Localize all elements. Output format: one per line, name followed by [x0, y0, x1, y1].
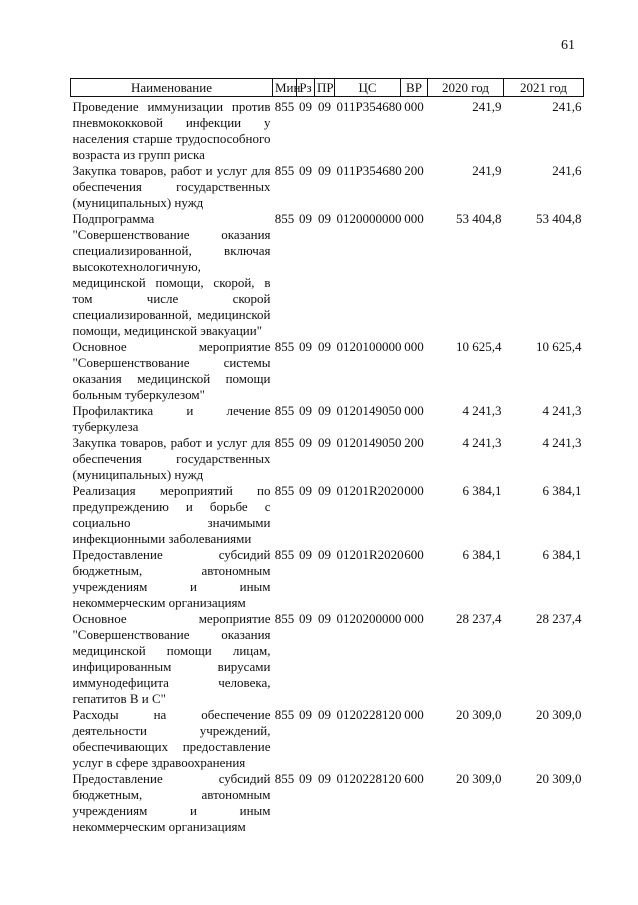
table-row [71, 611, 584, 707]
cell-pr: 09 [318, 435, 331, 450]
table-row [71, 547, 584, 611]
cell-min: 855 [274, 435, 295, 450]
header-vr: ВР [401, 79, 428, 97]
cell-y2021: 20 309,0 [536, 771, 582, 786]
cell-name: Проведение иммунизации против пневмококковой инфекции у населения старше трудоспособного возраста из групп риска [72, 99, 271, 162]
cell-cs: 0120149050 [336, 403, 402, 418]
cell-y2021: 6 384,1 [542, 547, 582, 562]
table-row [71, 707, 584, 771]
cell-y2020: 4 241,3 [462, 435, 502, 450]
cell-y2020: 20 309,0 [456, 707, 502, 722]
cell-vr: 600 [404, 771, 424, 786]
cell-min: 855 [274, 483, 295, 498]
cell-name: Основное мероприятие "Совершенствование системы оказания медицинской помощи больным туберкулезом" [72, 339, 271, 402]
cell-name: Профилактика и лечение туберкулеза [72, 403, 271, 434]
cell-min: 855 [274, 403, 295, 418]
cell-rz: 09 [299, 435, 312, 450]
table-row [71, 771, 584, 835]
cell-y2021: 4 241,3 [542, 435, 582, 450]
cell-min: 855 [274, 771, 295, 786]
table-row [71, 403, 584, 435]
cell-vr: 000 [404, 99, 424, 114]
header-min: Мин [273, 79, 297, 97]
cell-name: Предоставление субсидий бюджетным, автономным учреждениям и иным некоммерческим организациям [72, 547, 271, 610]
page-number: 61 [561, 38, 575, 53]
cell-rz: 09 [299, 483, 312, 498]
cell-y2020: 53 404,8 [456, 211, 502, 226]
cell-pr: 09 [318, 771, 331, 786]
cell-rz: 09 [299, 339, 312, 354]
cell-vr: 000 [404, 211, 424, 226]
cell-y2020: 6 384,1 [462, 483, 502, 498]
cell-name: Реализация мероприятий по предупреждению и борьбе с социально значимыми инфекционными заболеваниями [72, 483, 271, 546]
header-pr: ПР [315, 79, 335, 97]
cell-min: 855 [274, 339, 295, 354]
table-row [71, 483, 584, 547]
cell-y2021: 241,6 [552, 99, 582, 114]
cell-cs: 01201R2020 [336, 483, 404, 498]
cell-pr: 09 [318, 547, 331, 562]
cell-pr: 09 [318, 211, 331, 226]
cell-y2021: 4 241,3 [542, 403, 582, 418]
cell-y2020: 28 237,4 [456, 611, 502, 626]
cell-vr: 000 [404, 403, 424, 418]
header-2020: 2020 год [428, 79, 504, 97]
cell-cs: 0120100000 [336, 339, 402, 354]
cell-vr: 200 [404, 435, 424, 450]
cell-cs: 0120228120 [336, 707, 402, 722]
cell-min: 855 [274, 707, 295, 722]
cell-y2021: 28 237,4 [536, 611, 582, 626]
cell-vr: 000 [404, 483, 424, 498]
cell-vr: 000 [404, 339, 424, 354]
cell-min: 855 [274, 611, 295, 626]
budget-table [70, 78, 584, 835]
header-cs: ЦС [335, 79, 401, 97]
table-row [71, 211, 584, 339]
cell-cs: 01201R2020 [336, 547, 404, 562]
header-rz: Рз [297, 79, 315, 97]
header-name: Наименование [71, 79, 273, 97]
cell-y2020: 20 309,0 [456, 771, 502, 786]
cell-rz: 09 [299, 163, 312, 178]
cell-name: Расходы на обеспечение деятельности учреждений, обеспечивающих предоставление услуг в сфере здравоохранения [72, 707, 271, 770]
table-body [71, 99, 584, 835]
cell-name: Закупка товаров, работ и услуг для обеспечения государственных (муниципальных) нужд [72, 435, 271, 482]
cell-pr: 09 [318, 403, 331, 418]
cell-y2020: 241,9 [472, 99, 502, 114]
cell-rz: 09 [299, 403, 312, 418]
cell-name: Закупка товаров, работ и услуг для обеспечения государственных (муниципальных) нужд [72, 163, 271, 210]
cell-rz: 09 [299, 211, 312, 226]
cell-rz: 09 [299, 771, 312, 786]
cell-name: Предоставление субсидий бюджетным, автономным учреждениям и иным некоммерческим организациям [72, 771, 271, 834]
cell-y2020: 10 625,4 [456, 339, 502, 354]
cell-cs: 011Р354680 [336, 163, 402, 178]
cell-rz: 09 [299, 707, 312, 722]
cell-name: Основное мероприятие "Совершенствование оказания медицинской помощи лицам, инфицированным вирусами иммунодефицита человека, гепатитов В и С" [72, 611, 271, 706]
cell-vr: 600 [404, 547, 424, 562]
cell-vr: 200 [404, 163, 424, 178]
cell-cs: 0120149050 [336, 435, 402, 450]
cell-rz: 09 [299, 547, 312, 562]
cell-cs: 011Р354680 [336, 99, 402, 114]
cell-pr: 09 [318, 339, 331, 354]
table-row [71, 99, 584, 163]
cell-y2021: 53 404,8 [536, 211, 582, 226]
cell-y2021: 241,6 [552, 163, 582, 178]
cell-pr: 09 [318, 707, 331, 722]
header-2021: 2021 год [504, 79, 584, 97]
cell-rz: 09 [299, 99, 312, 114]
table-row [71, 339, 584, 403]
cell-y2021: 20 309,0 [536, 707, 582, 722]
cell-min: 855 [274, 211, 295, 226]
cell-y2020: 241,9 [472, 163, 502, 178]
cell-y2021: 10 625,4 [536, 339, 582, 354]
table-row [71, 163, 584, 211]
cell-min: 855 [274, 547, 295, 562]
cell-cs: 0120228120 [336, 771, 402, 786]
cell-pr: 09 [318, 611, 331, 626]
cell-y2020: 4 241,3 [462, 403, 502, 418]
cell-pr: 09 [318, 483, 331, 498]
cell-pr: 09 [318, 99, 331, 114]
cell-y2021: 6 384,1 [542, 483, 582, 498]
cell-pr: 09 [318, 163, 331, 178]
cell-vr: 000 [404, 611, 424, 626]
cell-rz: 09 [299, 611, 312, 626]
cell-cs: 0120000000 [336, 211, 402, 226]
table-header-row [71, 79, 584, 97]
cell-y2020: 6 384,1 [462, 547, 502, 562]
cell-vr: 000 [404, 707, 424, 722]
table-row [71, 435, 584, 483]
cell-min: 855 [274, 163, 295, 178]
cell-name: Подпрограмма "Совершенствование оказания специализированной, включая высокотехнологичную, медицинской помощи, скорой, в том числе скорой специализированной, медицинской помощи, медицинской эвакуации" [72, 211, 271, 338]
cell-min: 855 [274, 99, 295, 114]
cell-cs: 0120200000 [336, 611, 402, 626]
